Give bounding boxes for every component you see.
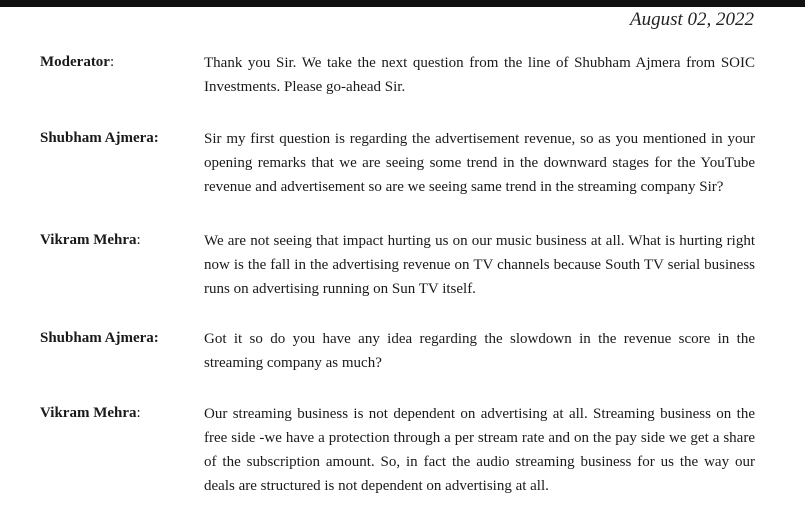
page-top-edge <box>0 0 805 7</box>
transcript-text-5: Our streaming business is not dependent on advertising at all. Streaming business on the free side -we have a protection through a per stream rate and on the pay side we get a share of the subscription amount. So, in fact the audio streaming business for us the way our deals are structured is not dependent on advertising at all. <box>204 406 755 494</box>
speaker-colon: : <box>109 54 115 70</box>
speaker-label: Moderator <box>40 54 110 70</box>
speaker-label: Vikram Mehra <box>40 405 137 421</box>
transcript-text-1: Thank you Sir. We take the next question from the line of Shubham Ajmera from SOIC Investments. Please go-ahead Sir. <box>204 55 755 95</box>
transcript-text-2: Sir my first question is regarding the advertisement revenue, so as you mentioned in your opening remarks that we are seeing some trend in the downward stages for the YouTube revenue and advertisement so are we seeing same trend in the streaming company Sir? <box>204 131 755 195</box>
speaker-colon: : <box>136 405 141 421</box>
transcript-text-3: We are not seeing that impact hurting us on our music business at all. What is hurting right now is the fall in the advertising revenue on TV channels because South TV serial business runs on advertising running on Sun TV itself. <box>204 233 755 297</box>
speaker-name-vikram-mehra <box>40 405 141 422</box>
speaker-name-shubham-ajmera: Shubham Ajmera: <box>40 130 159 146</box>
speaker-colon: : <box>136 232 141 248</box>
speaker-name-vikram-mehra <box>40 232 141 249</box>
speaker-name-shubham-ajmera: Shubham Ajmera: <box>40 330 159 346</box>
speaker-name-moderator <box>40 54 114 71</box>
transcript-text-4: Got it so do you have any idea regarding the slowdown in the revenue score in the streaming company as much? <box>204 331 755 371</box>
speaker-label: Vikram Mehra <box>40 232 137 248</box>
page-date: August 02, 2022 <box>629 9 754 30</box>
